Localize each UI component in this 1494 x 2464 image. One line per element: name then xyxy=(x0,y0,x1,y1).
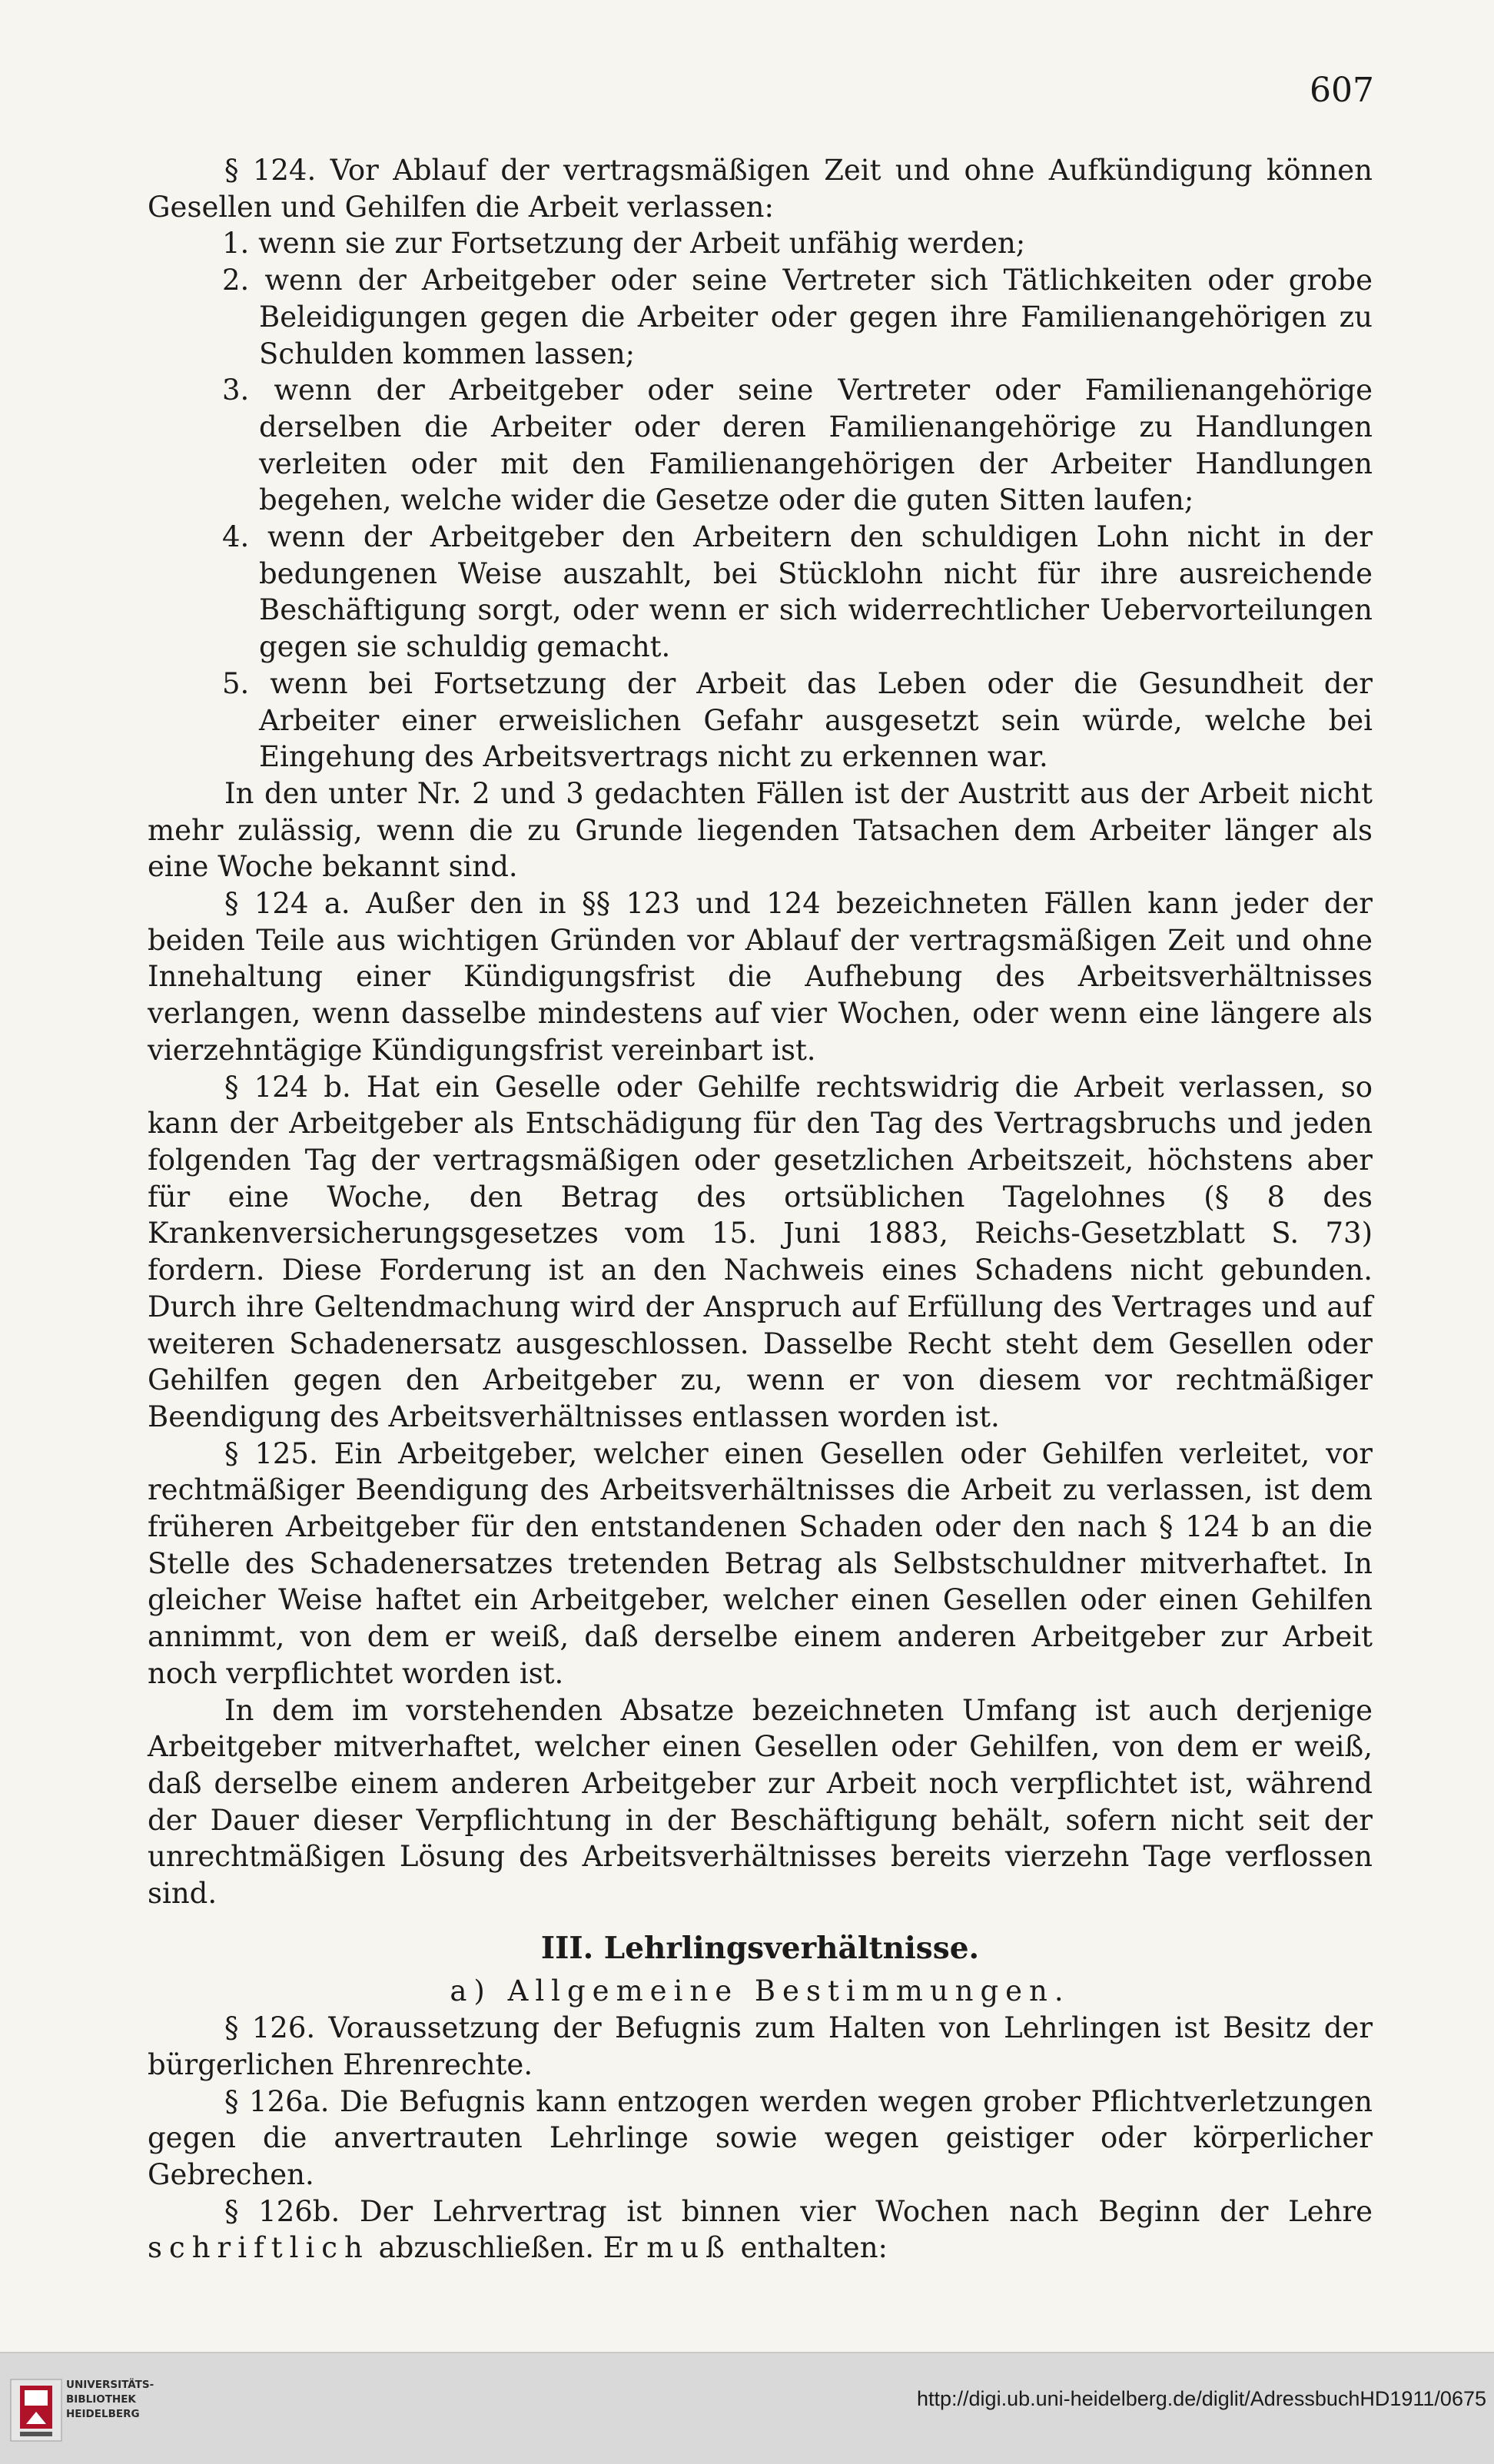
paragraph-126b-start: § 126b. Der Lehrvertrag ist binnen vier Wochen nach Beginn der Lehre xyxy=(224,2194,1373,2228)
paragraph-124-intro: § 124. Vor Ablauf der vertragsmäßigen Zeit und ohne Aufkündigung können Gesellen und Gehilfen die Arbeit verlassen: xyxy=(148,154,1373,224)
library-name-line3: HEIDELBERG xyxy=(66,2408,140,2420)
page-number: 607 xyxy=(1310,71,1374,110)
list-item: 1. wenn sie zur Fortsetzung der Arbeit unfähig werden; xyxy=(222,227,1026,261)
paragraph-126b-emphasis: schriftlich xyxy=(148,2231,370,2265)
library-name-line2: BIBLIOTHEK xyxy=(66,2393,136,2406)
paragraph-126b xyxy=(148,2193,1373,2266)
source-url-link[interactable]: http://digi.ub.uni-heidelberg.de/diglit/AdressbuchHD1911/0675 xyxy=(917,2387,1486,2410)
paragraph-126: § 126. Voraussetzung der Befugnis zum Halten von Lehrlingen ist Besitz der bürgerlichen Ehrenrechte. xyxy=(148,2011,1373,2081)
paragraph-126b-emphasis-2: muß xyxy=(646,2231,732,2265)
paragraph-125: § 125. Ein Arbeitgeber, welcher einen Gesellen oder Gehilfen verleitet, vor rechtmäßiger Beendigung des Arbeitsverhältnisses die Arbeit zu verlassen, ist dem früheren Arbeitgeber für den entstandenen Schaden oder den nach § 124 b an die Stelle des Schadenersatzes tretenden Betrag als Selbstschuldner mitverhaftet. In gleicher Weise haftet ein Arbeitgeber, welcher einen Gesellen oder einen Gehilfen annimmt, von dem er weiß, daß derselbe einem anderen Arbeitgeber zur Arbeit noch verpflichtet worden ist. xyxy=(148,1436,1373,1690)
body-text xyxy=(148,152,1373,2266)
list-item: 3. wenn der Arbeitgeber oder seine Vertreter oder Familienangehörige derselben die Arbeiter oder deren Familienangehörige zu Handlungen verleiten oder mit den Familienangehörigen der Arbeiter Handlungen begehen, welche wider die Gesetze oder die guten Sitten laufen; xyxy=(222,374,1373,517)
footer-bar xyxy=(0,2352,1494,2464)
list-item: 5. wenn bei Fortsetzung der Arbeit das Leben oder die Gesundheit der Arbeiter einer erweislichen Gefahr ausgesetzt sein würde, welche bei Eingehung des Arbeitsvertrags nicht zu erkennen war. xyxy=(222,666,1373,774)
paragraph-126a: § 126a. Die Befugnis kann entzogen werden wegen grober Pflichtverletzungen gegen die anvertrauten Lehrlinge sowie wegen geistiger oder körperlicher Gebrechen. xyxy=(148,2084,1373,2191)
library-name xyxy=(66,2378,174,2422)
paragraph-124a: § 124 a. Außer den in §§ 123 und 124 bezeichneten Fällen kann jeder der beiden Teile aus wichtigen Gründen vor Ablauf der vertragsmäßigen Zeit und ohne Innehaltung einer Kündigungsfrist die Aufhebung des Arbeitsverhältnisses verlangen, wenn dasselbe mindestens auf vier Wochen, oder wenn eine längere als vierzehntägige Kündigungsfrist vereinbart ist. xyxy=(148,887,1373,1067)
list-item: 2. wenn der Arbeitgeber oder seine Vertreter sich Tätlichkeiten oder grobe Beleidigungen gegen die Arbeiter oder gegen ihre Familienangehörigen zu Schulden kommen lassen; xyxy=(222,264,1373,370)
paragraph-125-tail: In dem im vorstehenden Absatze bezeichneten Umfang ist auch derjenige Arbeitgeber mitverhaftet, welcher einen Gesellen oder Gehilfen, von dem er weiß, daß derselbe einem anderen Arbeitgeber zur Arbeit noch verpflichtet ist, während der Dauer dieser Verpflichtung in der Beschäftigung behält, sofern nicht seit der unrechtmäßigen Lösung des Arbeitsverhältnisses bereits vierzehn Tage verflossen sind. xyxy=(148,1693,1373,1911)
paragraph-124b: § 124 b. Hat ein Geselle oder Gehilfe rechtswidrig die Arbeit verlassen, so kann der Arbeitgeber als Entschädigung für den Tag des Vertragsbruchs und jeden folgenden Tag der vertragsmäßigen oder gesetzlichen Arbeitszeit, höchstens aber für eine Woche, den Betrag des ortsüblichen Tagelohnes (§ 8 des Krankenversicherungsgesetzes vom 15. Juni 1883, Reichs-Gesetzblatt S. 73) fordern. Diese Forderung ist an den Nachweis eines Schadens nicht gebunden. Durch ihre Geltendmachung wird der Anspruch auf Erfüllung des Vertrages und auf weiteren Schadenersatz ausgeschlossen. Dasselbe Recht steht dem Gesellen oder Gehilfen gegen den Arbeitgeber zu, wenn er von diesem vor rechtmäßiger Beendigung des Arbeitsverhältnisses entlassen worden ist. xyxy=(148,1070,1373,1433)
paragraph-126b-end: enthalten: xyxy=(740,2231,888,2265)
subsection-heading: a) Allgemeine Bestimmungen. xyxy=(450,1974,1071,2008)
section-heading: III. Lehrlingsverhältnisse. xyxy=(540,1930,980,1966)
library-name-line1: UNIVERSITÄTS- xyxy=(66,2379,154,2391)
library-logo[interactable] xyxy=(9,2375,163,2449)
paragraph-126b-mid: abzuschließen. Er xyxy=(378,2231,638,2265)
library-seal-icon xyxy=(9,2378,63,2442)
paragraph-124-tail: In den unter Nr. 2 und 3 gedachten Fällen ist der Austritt aus der Arbeit nicht mehr zulässig, wenn die zu Grunde liegenden Tatsachen dem Arbeiter länger als eine Woche bekannt sind. xyxy=(148,776,1373,884)
list-item: 4. wenn der Arbeitgeber den Arbeitern den schuldigen Lohn nicht in der bedungenen Weise auszahlt, bei Stücklohn nicht für ihre ausreichende Beschäftigung sorgt, oder wenn er sich widerrechtlicher Uebervorteilungen gegen sie schuldig gemacht. xyxy=(222,520,1373,664)
